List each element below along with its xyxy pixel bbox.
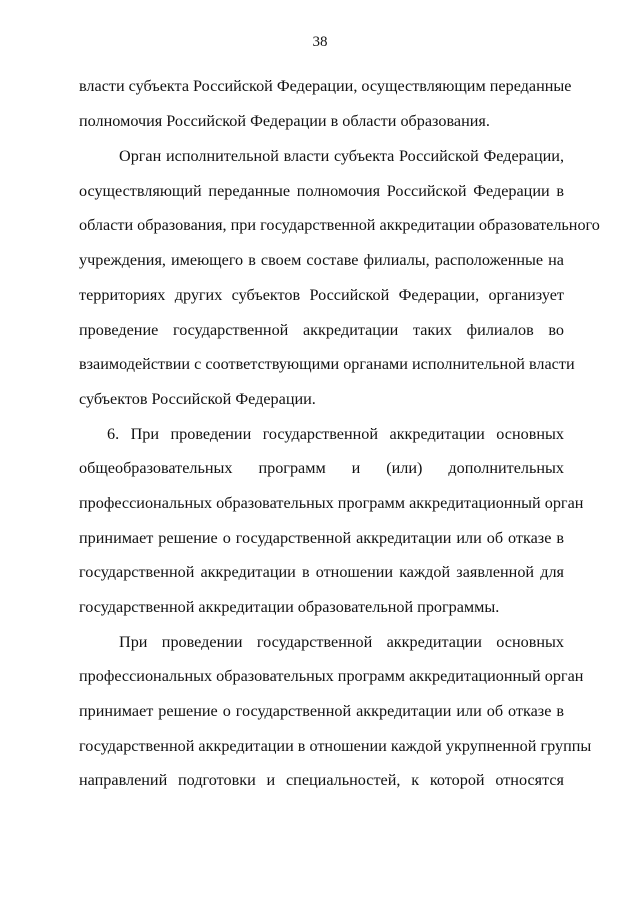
text-line: Орган исполнительной власти субъекта Российской Федерации, [119, 147, 564, 165]
text-line: субъектов Российской Федерации. [79, 390, 316, 408]
text-line: учреждения, имеющего в своем составе филиалы, расположенные на [79, 251, 564, 269]
text-line: области образования, при государственной аккредитации образовательного [79, 216, 600, 234]
text-line: государственной аккредитации образовательной программы. [79, 598, 500, 616]
text-line: территориях других субъектов Российской Федерации, организует [79, 286, 564, 304]
text-line: полномочия Российской Федерации в области образования. [79, 112, 490, 130]
page-number: 38 [312, 34, 328, 50]
text-line: профессиональных образовательных программ аккредитационный орган [79, 667, 584, 685]
text-line: власти субъекта Российской Федерации, осуществляющим переданные [79, 77, 572, 95]
text-line: государственной аккредитации в отношении каждой укрупненной группы [79, 737, 592, 755]
text-line: профессиональных образовательных программ аккредитационный орган [79, 494, 584, 512]
text-line: 6. При проведении государственной аккредитации основных [107, 425, 564, 443]
text-line: осуществляющий переданные полномочия Российской Федерации в [79, 182, 564, 200]
text-line: взаимодействии с соответствующими органами исполнительной власти [79, 355, 575, 373]
text-line: При проведении государственной аккредитации основных [119, 633, 564, 651]
text-line: государственной аккредитации в отношении каждой заявленной для [79, 563, 564, 581]
text-line: принимает решение о государственной аккредитации или об отказе в [79, 529, 564, 547]
text-line: принимает решение о государственной аккредитации или об отказе в [79, 702, 564, 720]
text-line: направлений подготовки и специальностей, к которой относятся [79, 771, 564, 789]
text-line: общеобразовательных программ и (или) дополнительных [79, 459, 564, 477]
text-line: проведение государственной аккредитации таких филиалов во [79, 321, 564, 339]
